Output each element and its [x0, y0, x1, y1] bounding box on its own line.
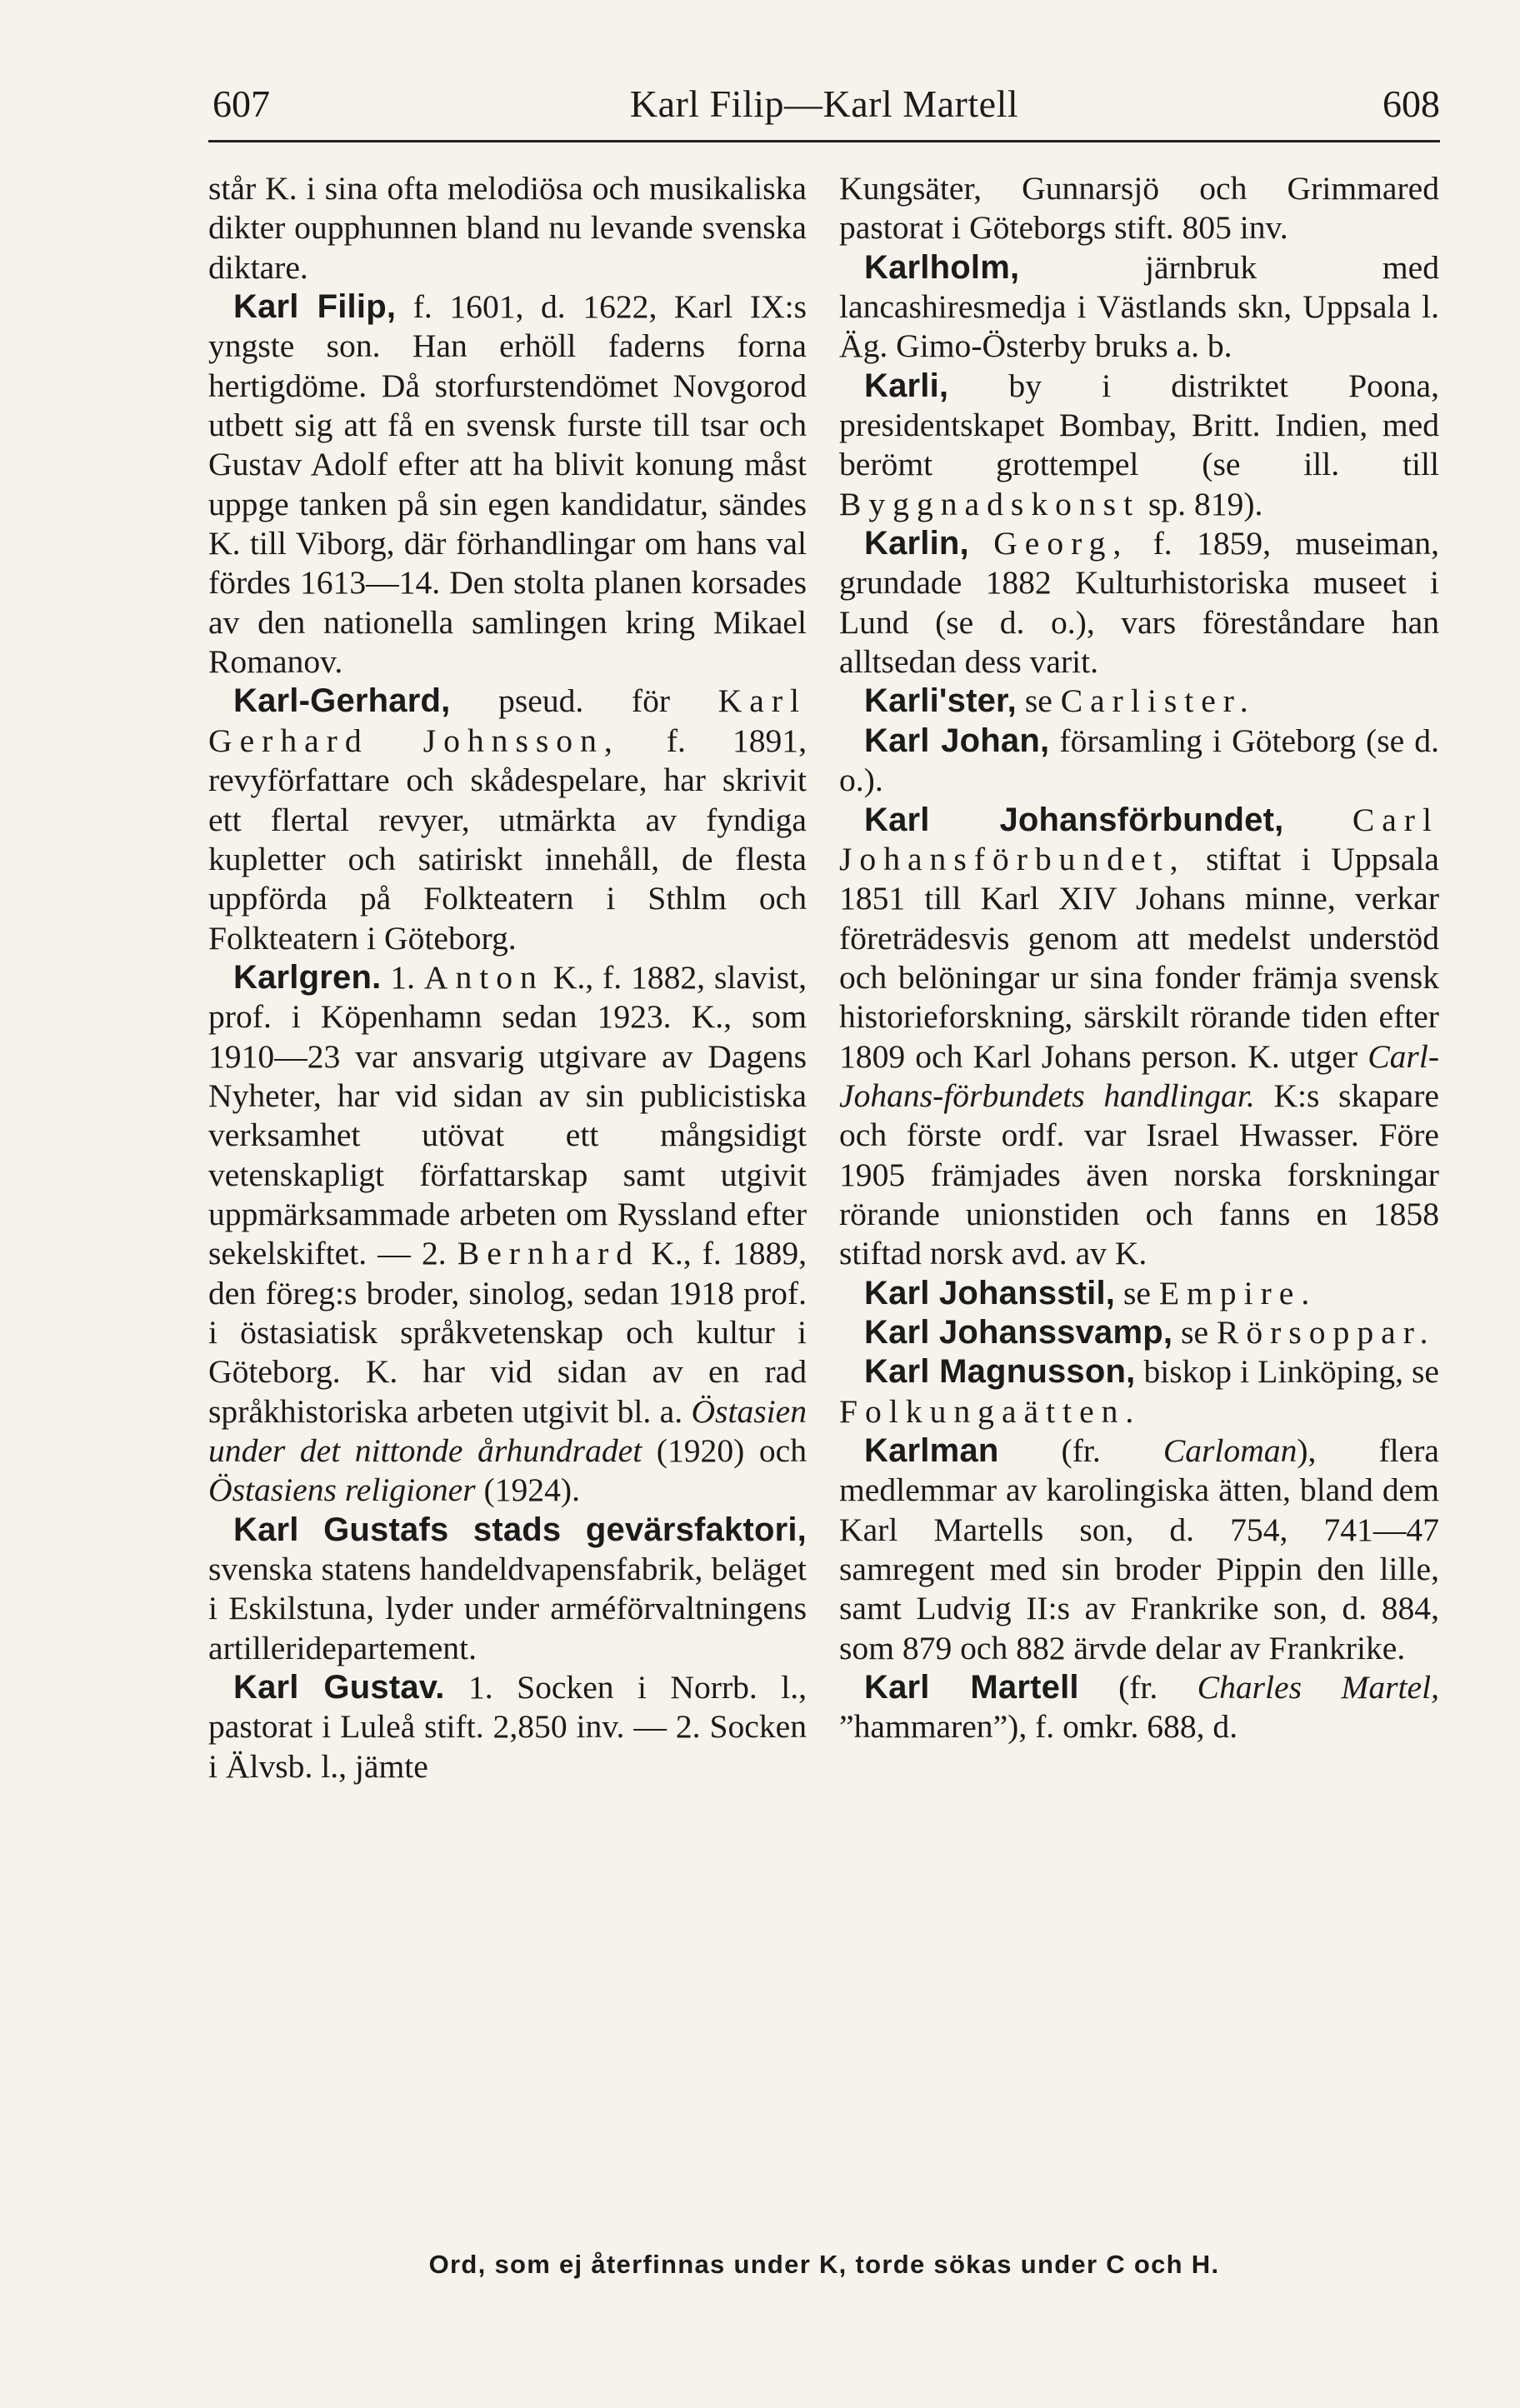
entry-karlgren: Karlgren. 1. Anton K., f. 1882, slavist, prof. i Köpenhamn sedan 1923. K., som 1910—23 var ansvarig utgivare av Dagens Nyheter, har vid sidan av sin publicistiska verksamhet utövat ett mångsidigt vetenskapligt författarskap samt utgivit uppmärksammade arbeten om Ryssland efter sekelskiftet. — 2. Bernhard K., f. 1889, den föreg:s broder, sinolog, sedan 1918 prof. i östasiatisk språkvetenskap och kultur i Göteborg. K. har vid sidan av en rad språkhistoriska arbeten utgivit bl. a. Östasien under det nittonde århundradet (1920) och Östasiens religioner (1924).: [208, 958, 808, 1509]
book-title: Östasiens religioner: [208, 1471, 476, 1509]
book-title: Östasien under det nittonde århundradet: [208, 1392, 807, 1469]
headword: Karl Martell: [864, 1669, 1079, 1706]
spaced-name: Georg,: [993, 525, 1129, 562]
headword: Karl Gustafs stads gevärsfaktori,: [233, 1511, 807, 1548]
spaced-name: Anton: [423, 958, 544, 996]
headword: Karl Gustav.: [233, 1669, 445, 1706]
spaced-name: Carl Johansförbundet,: [839, 801, 1439, 877]
entry-karl-johansforbundet: Karl Johansförbundet, Carl Johansförbundet, stiftat i Uppsala 1851 till Karl XIV Johans minne, verkar företrädesvis genom att medelst understöd och belöningar ur sina fonder främja svensk historieforskning, särskilt rörande tiden efter 1809 och Karl Johans person. K. utger Carl-Johans-förbundets handlingar. K:s skapare och förste ordf. var Israel Hwasser. Före 1905 främjades även norska forskningar rörande unionstiden och fanns en 1858 stiftad norsk avd. av K.: [839, 801, 1439, 1272]
headword: Karl Johansförbundet,: [864, 801, 1284, 838]
headword: Karl Johanssvamp,: [864, 1313, 1173, 1351]
headword: Karl Johansstil,: [864, 1274, 1116, 1311]
running-title: Karl Filip—Karl Martell: [629, 82, 1019, 125]
cross-reference: Folkungaätten.: [839, 1392, 1142, 1430]
left-column: [208, 169, 807, 1786]
headword: Karl Magnusson,: [864, 1353, 1136, 1391]
entry-karl-johan: Karl Johan, församling i Göteborg (se d. o.).: [839, 722, 1439, 799]
entry-karl-filip: Karl Filip, f. 1601, d. 1622, Karl IX:s yngste son. Han erhöll faderns forna hertigdöme. Då storfurstendömet Novgorod utbett sig att få en svensk furste till tsar och Gustav Adolf efter att ha blivit konung måst uppge tanken på sin egen kandidatur, sändes K. till Viborg, där förhandlingar om hans val fördes 1613—14. Den stolta planen korsades av den nationella samlingen kring Mikael Romanov.: [208, 288, 807, 681]
headword: Karl Filip,: [233, 288, 397, 326]
headword: Karlman: [864, 1432, 999, 1469]
page-number-left: 607: [212, 82, 270, 125]
entry-karl-johansstil: Karl Johansstil, se Empire.: [864, 1274, 1318, 1311]
entry-karli: Karli, by i distriktet Poona, presidentskapet Bombay, Britt. Indien, med berömt grottempel (se ill. till Byggnadskonst sp. 819).: [839, 367, 1439, 522]
foreign-name: Charles Martel,: [1197, 1669, 1439, 1706]
spaced-name: Karl Gerhard Johnsson,: [208, 682, 807, 759]
cross-reference: Empire.: [1158, 1274, 1318, 1311]
headword: Karl Johan,: [864, 722, 1050, 759]
entry-karl-johanssvamp: Karl Johanssvamp, se Rörsoppar.: [864, 1313, 1436, 1351]
cross-reference: Byggnadskonst: [839, 485, 1141, 522]
header-rule: [208, 140, 1440, 142]
cross-reference: Carlister.: [1060, 682, 1256, 720]
entry-continuation: Kungsäter, Gunnarsjö och Grimmared pastorat i Göteborgs stift. 805 inv.: [839, 170, 1439, 247]
headword: Karli'ster,: [864, 682, 1017, 720]
right-column: [839, 169, 1439, 1747]
entry-karlin: Karlin, Georg, f. 1859, museiman, grundade 1882 Kulturhistoriska museet i Lund (se d. o.), vars föreståndare han alltsedan dess varit.: [839, 525, 1439, 681]
entry-karlister: Karli'ster, se Carlister.: [864, 682, 1256, 720]
headword: Karl-Gerhard,: [233, 682, 451, 720]
entry-karl-martell: Karl Martell (fr. Charles Martel, ”hammaren”), f. omkr. 688, d.: [839, 1669, 1439, 1746]
page-footer-note: Ord, som ej återfinnas under K, torde sökas under C och H.: [428, 2250, 1220, 2279]
entry-continuation: står K. i sina ofta melodiösa och musikaliska dikter oupphunnen bland nu levande svenska diktare.: [208, 170, 807, 286]
entry-karl-magnusson: Karl Magnusson, biskop i Linköping, se Folkungaätten.: [839, 1353, 1439, 1430]
book-title: Carl-Johans-förbundets handlingar.: [839, 1037, 1439, 1114]
headword: Karlgren.: [233, 958, 382, 996]
headword: Karlin,: [864, 525, 969, 562]
headword: Karli,: [864, 367, 949, 404]
cross-reference: Rörsoppar.: [1216, 1313, 1436, 1351]
headword: Karlholm,: [864, 248, 1020, 286]
foreign-name: Carloman: [1162, 1432, 1298, 1469]
entry-karl-gustafs-stads-gevarsfaktori: Karl Gustafs stads gevärsfaktori, svenska statens handeldvapensfabrik, beläget i Eskilstuna, lyder under arméförvaltningens artilleridepartement.: [208, 1511, 807, 1666]
entry-karlholm: Karlholm, järnbruk med lancashiresmedja i Västlands skn, Uppsala l. Äg. Gimo-Österby bruks a. b.: [839, 248, 1439, 365]
spaced-name: Bernhard: [457, 1235, 641, 1272]
page-number-right: 608: [1382, 82, 1440, 125]
entry-karlman: Karlman (fr. Carloman), flera medlemmar av karolingiska ätten, bland dem Karl Martells son, d. 754, 741—47 samregent med sin broder Pippin den lille, samt Ludvig II:s av Frankrike son, d. 884, som 879 och 882 ärvde delar av Frankrike.: [839, 1432, 1439, 1666]
entry-karl-gustav: Karl Gustav. 1. Socken i Norrb. l., pastorat i Luleå stift. 2,850 inv. — 2. Socken i Älvsb. l., jämte: [208, 1669, 807, 1785]
running-header: [208, 80, 1440, 130]
entry-karl-gerhard: Karl-Gerhard, pseud. för Karl Gerhard Johnsson, f. 1891, revyförfattare och skådespelare, har skrivit ett flertal revyer, utmärkta av fyndiga kupletter och satiriskt innehåll, de flesta uppförda på Folkteatern i Sthlm och Folkteatern i Göteborg.: [208, 682, 807, 957]
